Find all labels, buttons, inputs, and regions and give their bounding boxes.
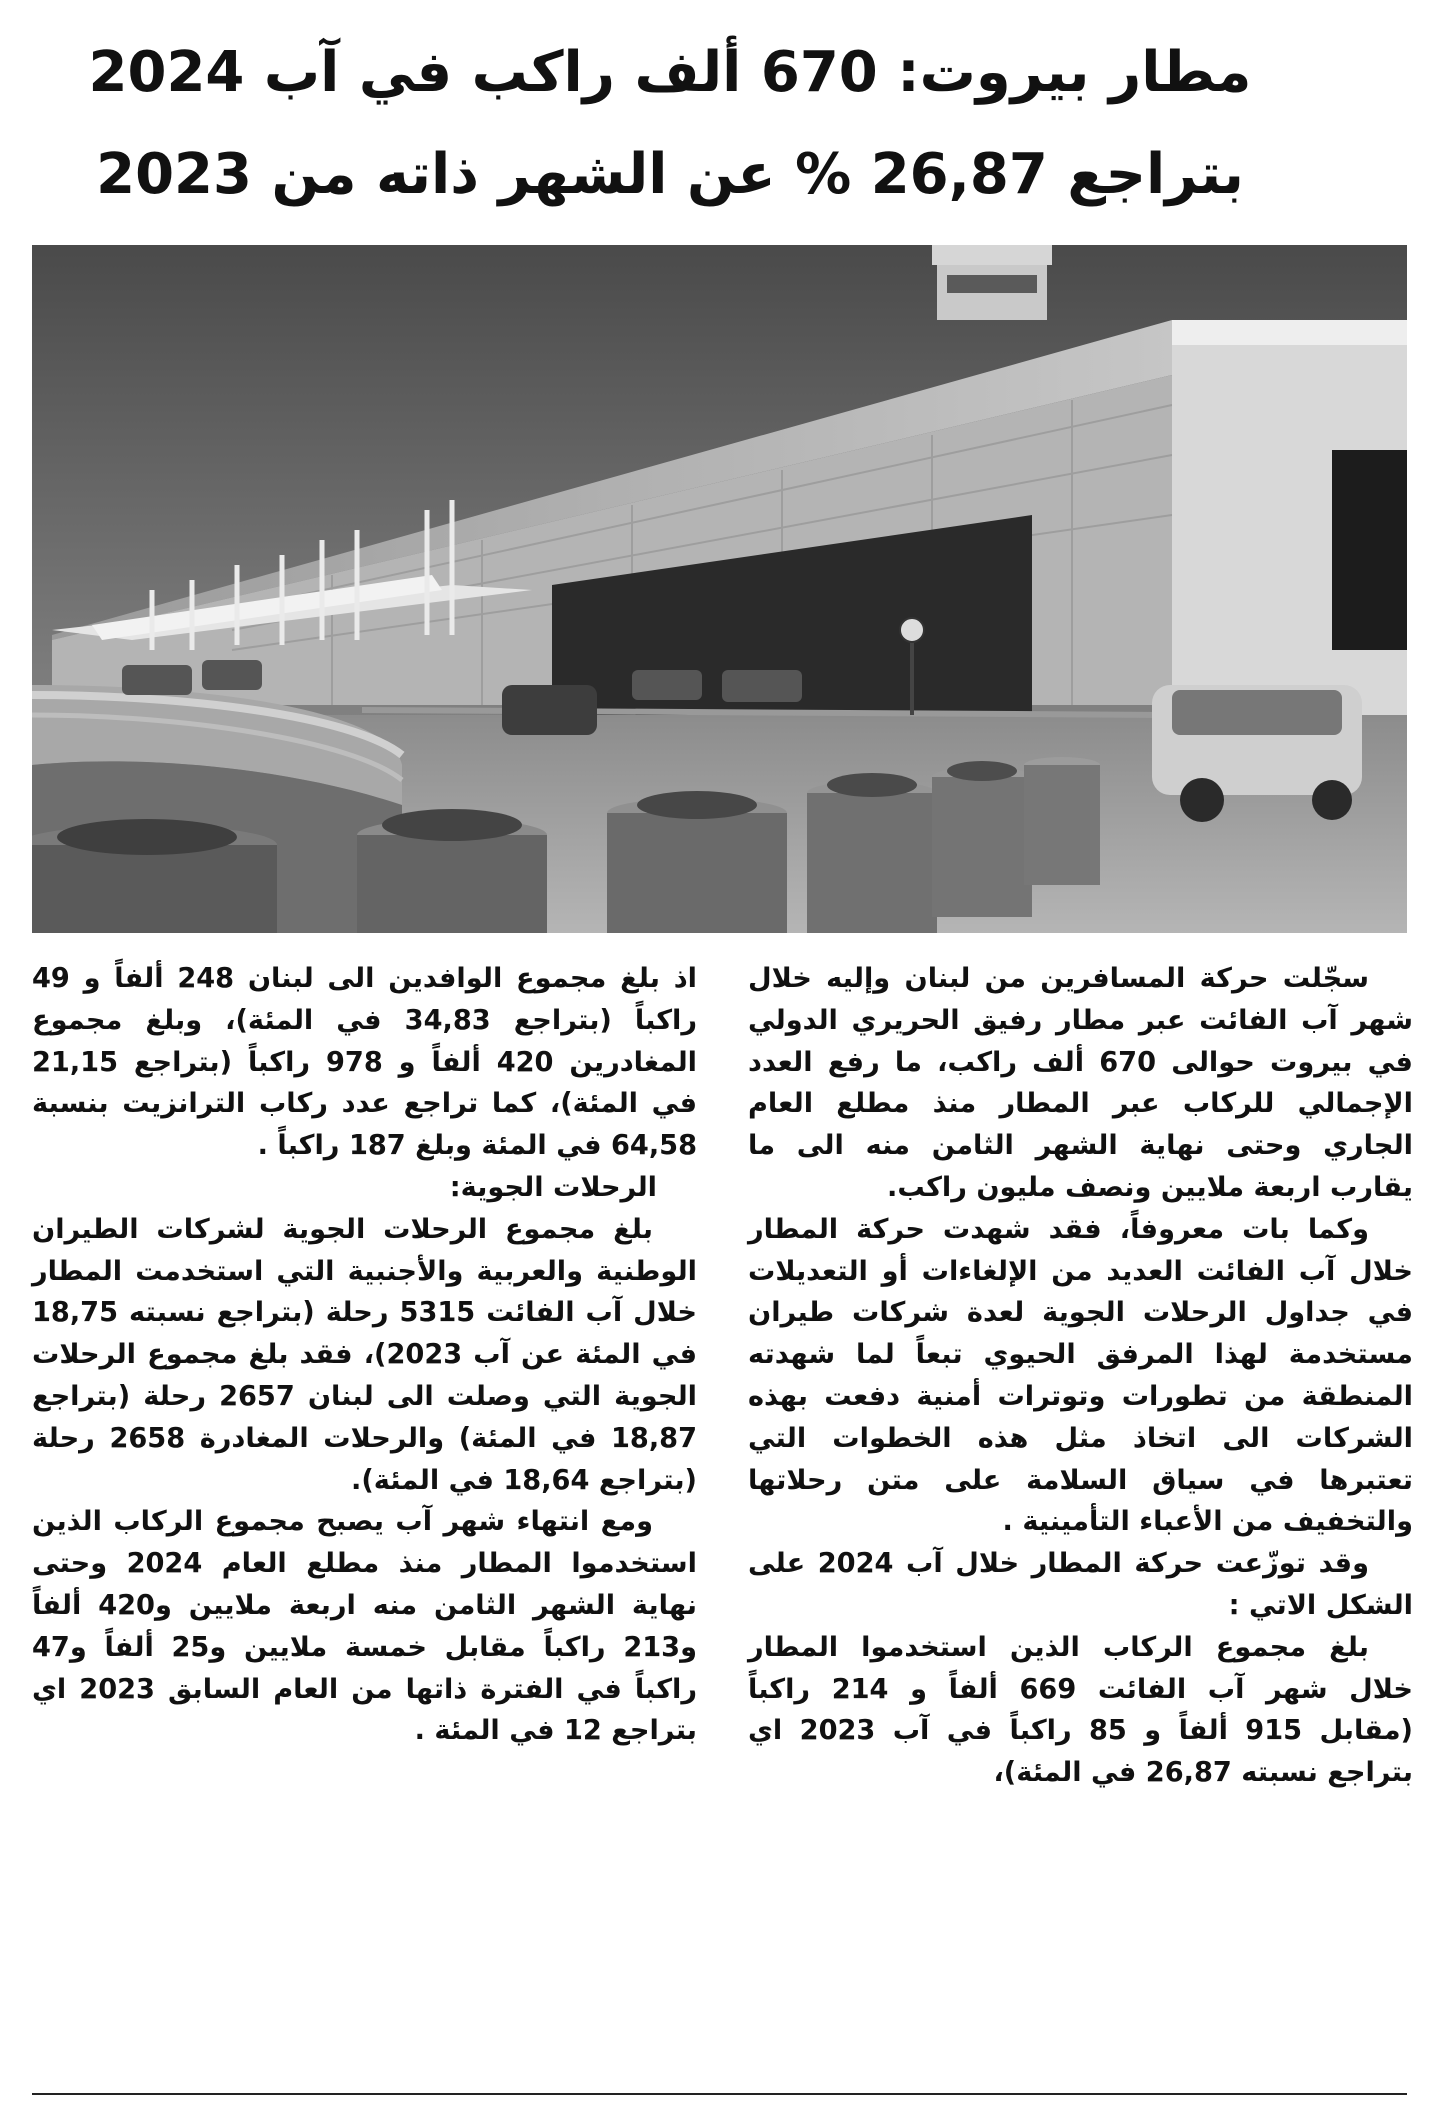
headline xyxy=(60,22,1280,226)
airport-photo xyxy=(32,245,1407,933)
article-paragraph-2: وكما بات معروفاً، فقد شهدت حركة المطار خلال آب الفائت العديد من الإلغاءات أو التعديلات في جداول الرحلات الجوية لعدة شركات طيران مستخدمة لهذا المرفق الحيوي تبعاً لما شهدته المنطقة من تطورات وتوترات أمنية دفعت بهذه الشركات الى اتخاذ مثل هذه الخطوات التي تعتبرها في سياق السلامة على متن رحلاتها والتخفيف من الأعباء التأمينية . xyxy=(748,1213,1413,1538)
article-paragraph-4: بلغ مجموع الركاب الذين استخدموا المطار خلال شهر آب الفائت 669 ألفاً و 214 راكباً (مقابل 915 ألفاً و 85 راكباً في آب 2023 اي بتراجع نسبته 26,87 في المئة)، xyxy=(748,1631,1414,1789)
article-paragraph-7: ومع انتهاء شهر آب يصبح مجموع الركاب الذين استخدموا المطار منذ مطلع العام 2024 وحتى نهاية الشهر الثامن منه اربعة ملايين و420 ألفاً و213 راكباً مقابل خمسة ملايين و25 ألفاً و47 راكباً في الفترة ذاتها من العام السابق 2023 اي بتراجع 12 في المئة . xyxy=(32,1506,697,1747)
article-paragraph-1: سجّلت حركة المسافرين من لبنان وإليه خلال شهر آب الفائت عبر مطار رفيق الحريري الدولي في بيروت حوالى 670 ألف راكب، ما رفع العدد الإجمالي للركاب عبر المطار منذ مطلع العام الجاري وحتى نهاية الشهر الثامن منه الى ما يقارب اربعة ملايين ونصف مليون راكب. xyxy=(748,963,1413,1203)
article-paragraph-5: اذ بلغ مجموع الوافدين الى لبنان 248 ألفاً و 49 راكباً (بتراجع 34,83 في المئة)، وبلغ مجموع المغادرين 420 ألفاً و 978 راكباً (بتراجع 21,15 في المئة)، كما تراجع عدد ركاب الترانزيت بنسبة 64,58 في المئة وبلغ 187 راكباً . xyxy=(32,963,697,1162)
bottom-rule xyxy=(32,2093,1407,2095)
article-column-right xyxy=(748,958,1413,1794)
headline-line-2: بتراجع 26,87 % عن الشهر ذاته من 2023 xyxy=(96,142,1244,207)
article-paragraph-6: بلغ مجموع الرحلات الجوية لشركات الطيران الوطنية والعربية والأجنبية التي استخدمت المطار خلال آب الفائت 5315 رحلة (بتراجع نسبته 18,75 في المئة عن آب 2023)، فقد بلغ مجموع الرحلات الجوية التي وصلت الى لبنان 2657 رحلة (بتراجع 18,87 في المئة) والرحلات المغادرة 2658 رحلة (بتراجع 18,64 في المئة). xyxy=(32,1213,698,1496)
article-paragraph-3: وقد توزّعت حركة المطار خلال آب 2024 على الشكل الاتي : xyxy=(748,1548,1413,1621)
headline-line-1: مطار بيروت: 670 ألف راكب في آب 2024 xyxy=(88,40,1252,105)
section-subheading: الرحلات الجوية: xyxy=(449,1171,657,1203)
article-column-left xyxy=(32,958,697,1752)
